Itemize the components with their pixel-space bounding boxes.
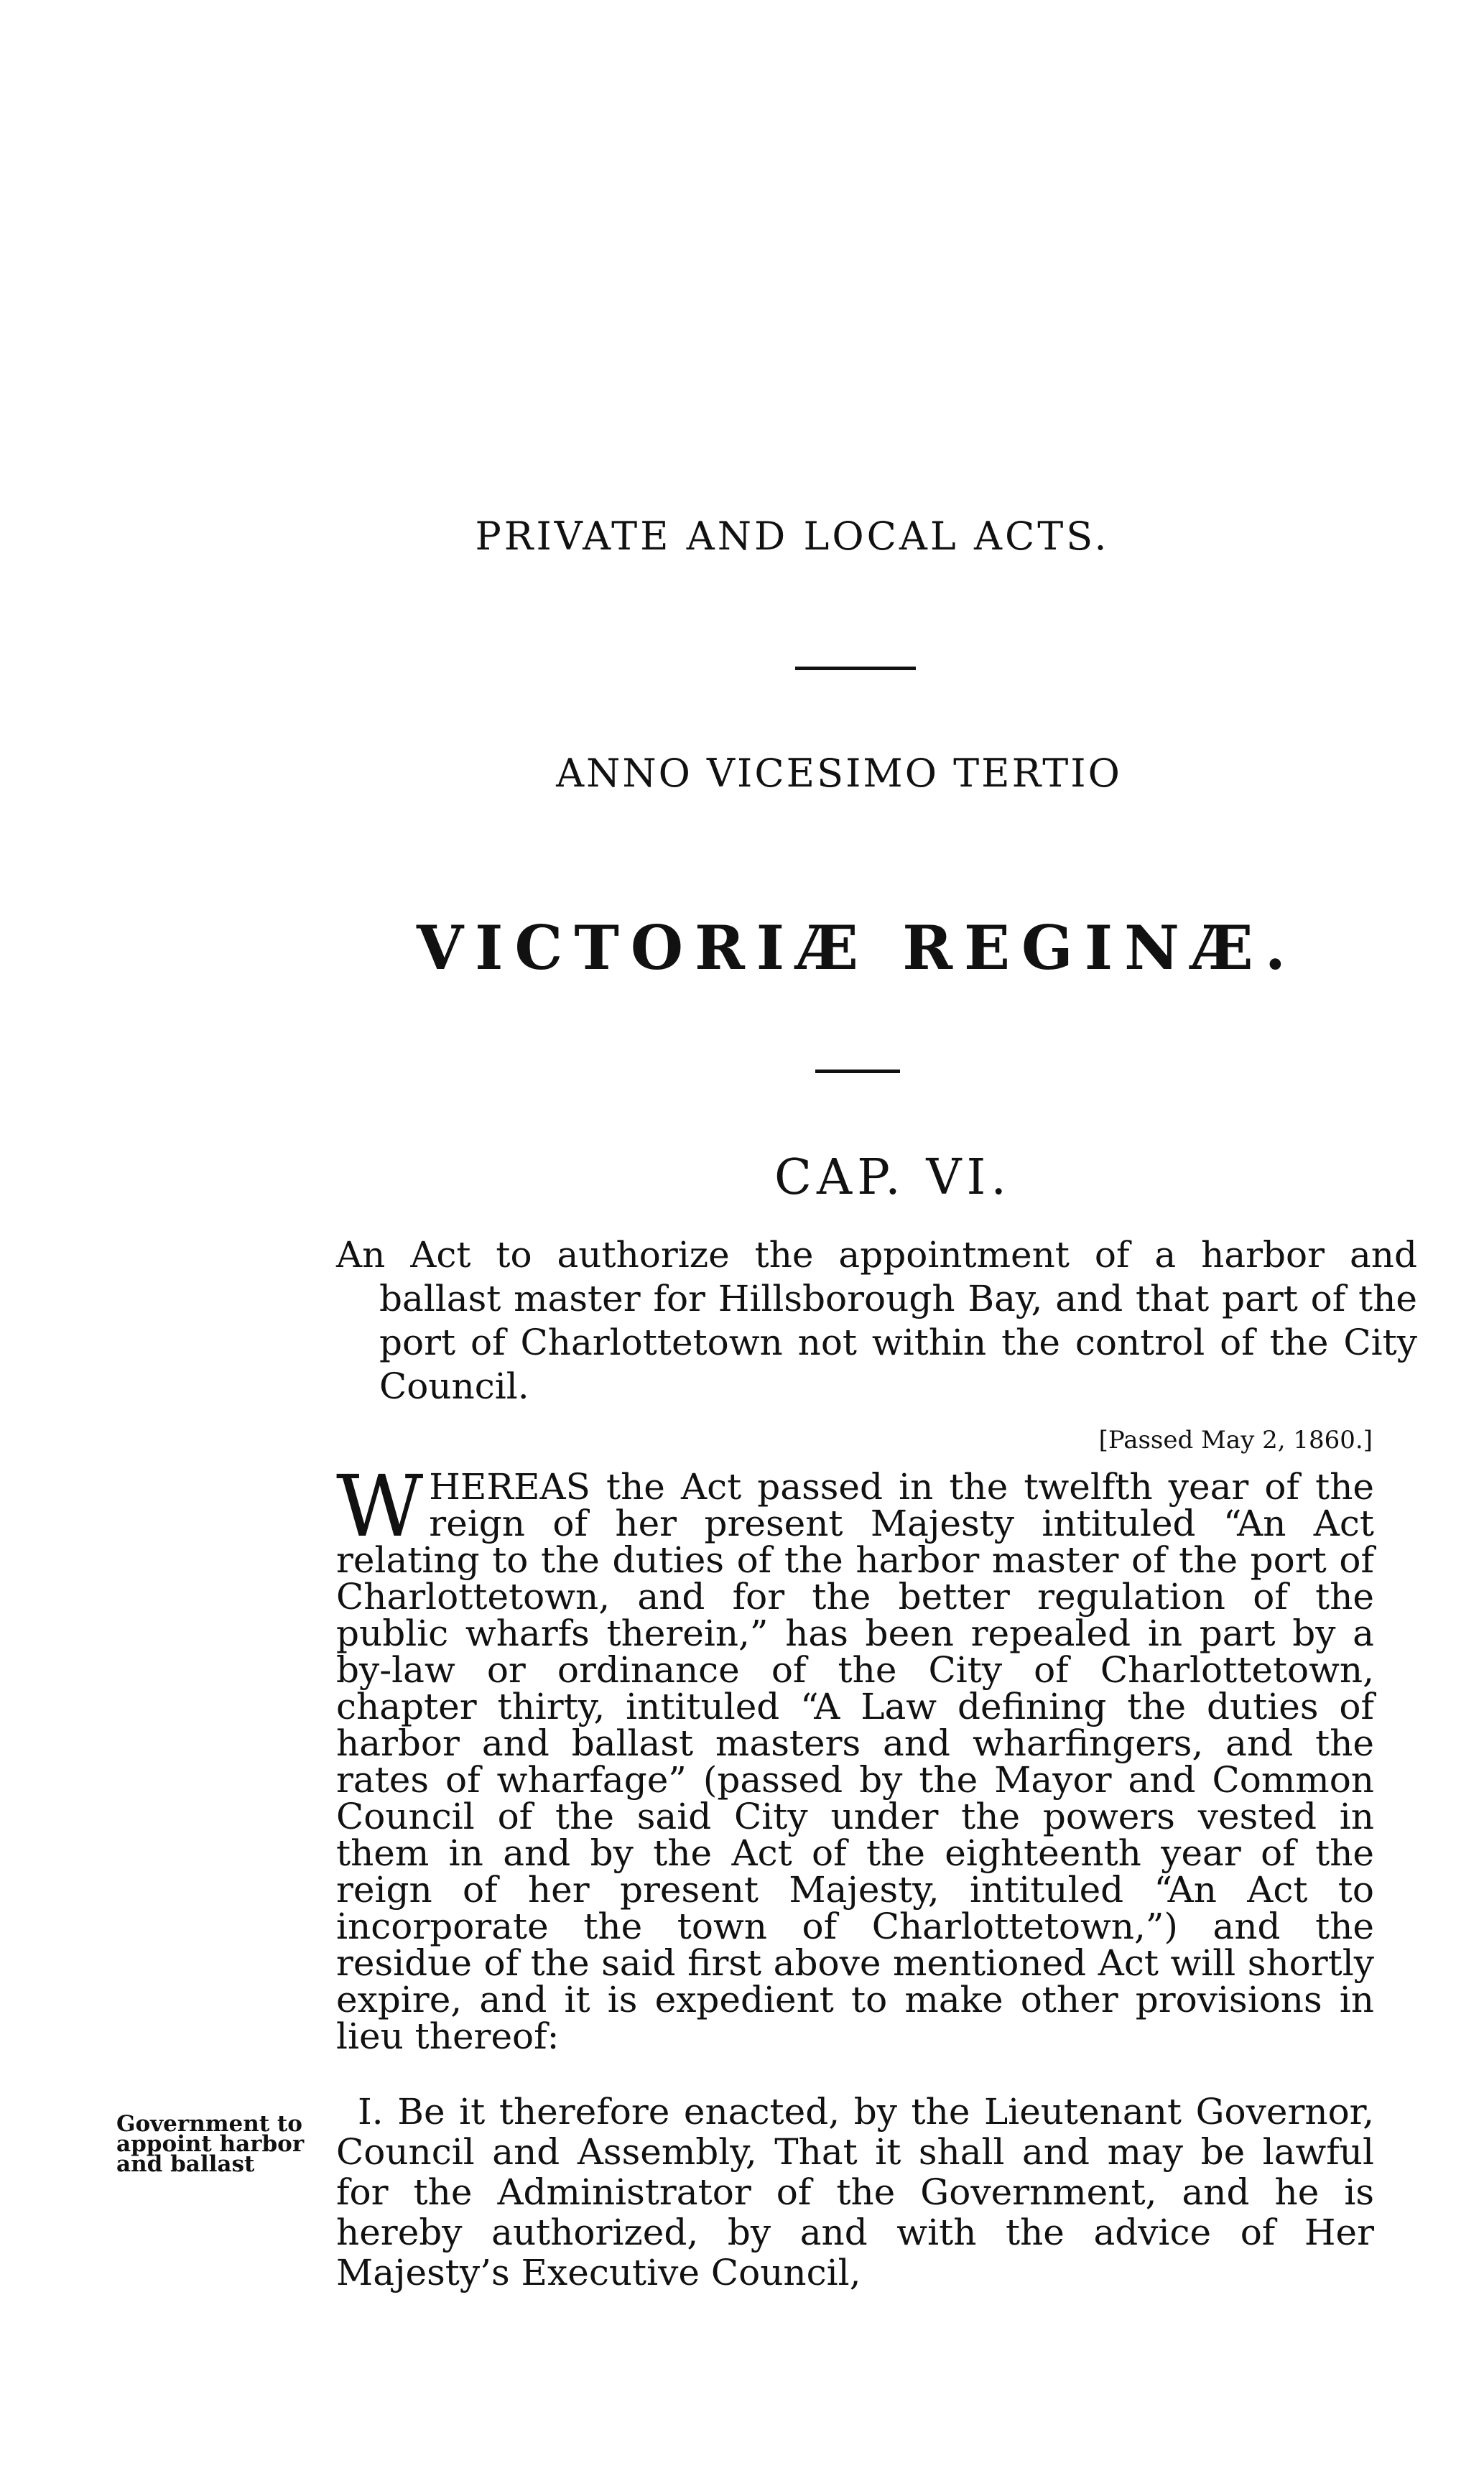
chapter-heading: CAP. VI. xyxy=(774,1149,1011,1206)
passed-date: [Passed May 2, 1860.] xyxy=(1098,1426,1373,1455)
preamble xyxy=(336,1457,1374,2057)
title-rule xyxy=(795,667,916,670)
marginal-note: Government to appoint harbor and ballast xyxy=(116,2111,305,2177)
regnal-year: ANNO VICESIMO TERTIO xyxy=(556,751,1122,796)
sovereign-heading: VICTORIÆ REGINÆ. xyxy=(417,912,1297,983)
section-1: I. Be it therefore enacted, by the Lieutenant Governor, Council and Assembly, That it shall and may be lawful for the Administrator of the Government, and he is hereby authorized, by and with the advice of Her Majesty’s Executive Council, xyxy=(336,2091,1374,2293)
preamble-text: HEREAS the Act passed in the twelfth year of the reign of her present Majesty intituled “An Act relating to the duties of the harbor master of the port of Charlottetown, and for the better regulation of the public wharfs therein,” has been repealed in part by a by-law or ordinance of the City of Charlottetown, chapter thirty, intituled “A Law defining the duties of harbor and ballast masters and wharfingers, and the rates of wharfage” (passed by the Mayor and Common Council of the said City under the powers vested in them in and by the Act of the eighteenth year of the reign of her present Majesty, intituled “An Act to incorporate the town of Charlottetown,”) and the residue of the said first above mentioned Act will shortly expire, and it is expedient to make other provisions in lieu thereof: xyxy=(336,1466,1374,2057)
drop-cap: W xyxy=(336,1457,424,1556)
heading-rule xyxy=(815,1070,900,1073)
act-long-title: An Act to authorize the appointment of a harbor and ballast master for Hillsborough Bay, and that part of the port of Charlottetown not within the control of the City Council. xyxy=(336,1234,1417,1407)
series-title: PRIVATE AND LOCAL ACTS. xyxy=(475,514,1110,559)
